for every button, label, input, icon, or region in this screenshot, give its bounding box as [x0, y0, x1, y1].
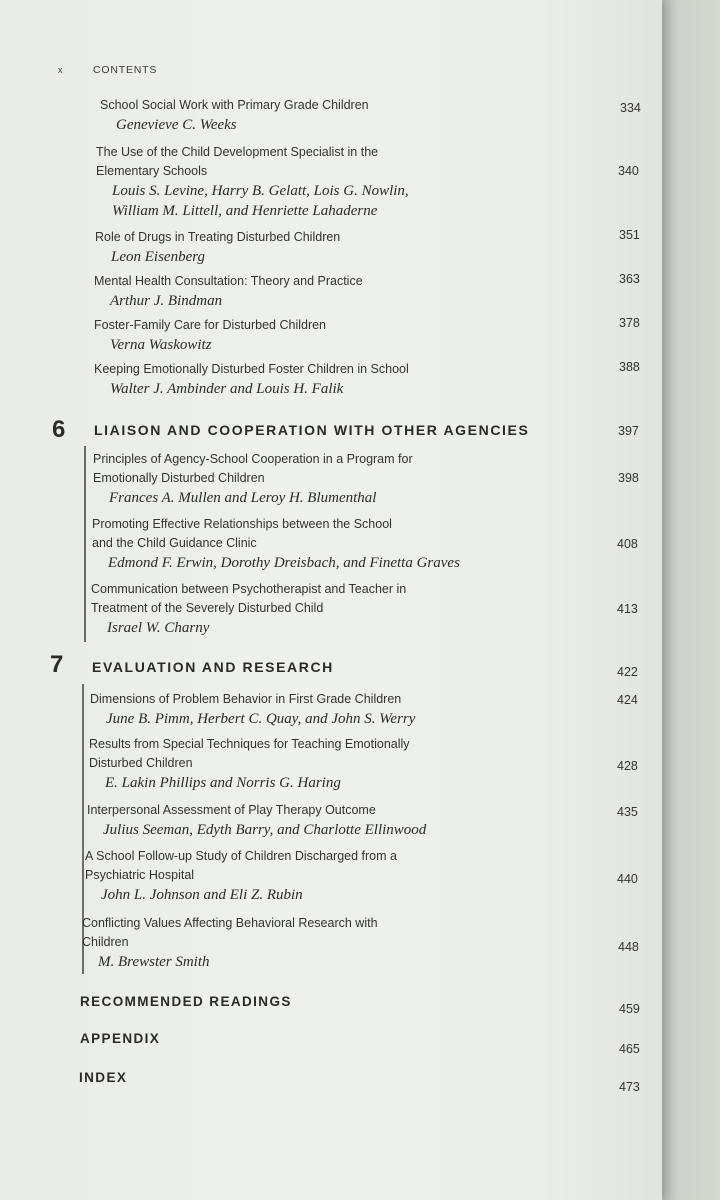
entry-author: June B. Pimm, Herbert C. Quay, and John S. Werry: [106, 711, 416, 727]
toc-entry: [91, 580, 406, 638]
back-matter-title: APPENDIX: [80, 1031, 161, 1046]
toc-entry: [90, 690, 415, 729]
toc-entry: [85, 847, 397, 905]
entry-page: 334: [620, 101, 641, 115]
chapter-title: LIAISON AND COOPERATION WITH OTHER AGENCIES: [94, 422, 530, 438]
header-page-numeral: x: [58, 65, 64, 75]
chapter-number: 6: [52, 416, 66, 443]
entry-title: Psychiatric Hospital: [85, 868, 195, 882]
toc-entry: [96, 143, 409, 221]
back-matter-page: 459: [619, 1002, 640, 1016]
book-page-edge: [662, 0, 720, 1200]
entry-title: Emotionally Disturbed Children: [93, 471, 265, 485]
entry-title: Principles of Agency-School Cooperation in a Program for: [93, 452, 413, 466]
entry-author: E. Lakin Phillips and Norris G. Haring: [105, 775, 341, 791]
toc-entry: [100, 96, 369, 135]
entry-author: William M. Littell, and Henriette Lahaderne: [112, 203, 378, 219]
entry-author: Genevieve C. Weeks: [116, 117, 237, 133]
entry-author: Israel W. Charny: [107, 620, 210, 636]
entry-title: Keeping Emotionally Disturbed Foster Children in School: [94, 362, 409, 376]
entry-page: 424: [617, 693, 638, 707]
entry-author: Leon Eisenberg: [111, 249, 206, 265]
entry-title: School Social Work with Primary Grade Children: [100, 98, 369, 112]
entry-title: Role of Drugs in Treating Disturbed Children: [95, 230, 341, 244]
toc-entry: [89, 735, 410, 793]
entry-author: John L. Johnson and Eli Z. Rubin: [101, 887, 303, 903]
entry-page: 448: [618, 940, 639, 954]
entry-title: Mental Health Consultation: Theory and Practice: [94, 274, 363, 288]
entry-title: Foster-Family Care for Disturbed Children: [94, 318, 327, 332]
entry-author: Frances A. Mullen and Leroy H. Blumenthal: [109, 490, 377, 506]
entry-page: 388: [619, 360, 640, 374]
entry-title: Promoting Effective Relationships between the School: [92, 517, 392, 531]
back-matter-title: INDEX: [79, 1070, 128, 1085]
chapter-rule: [84, 446, 86, 642]
entry-page: 413: [617, 602, 638, 616]
entry-author: Julius Seeman, Edyth Barry, and Charlotte Ellinwood: [103, 822, 427, 838]
toc-entry: [93, 450, 413, 508]
entry-title: and the Child Guidance Clinic: [92, 536, 257, 550]
entry-title: The Use of the Child Development Specialist in the: [96, 145, 379, 159]
entry-page: 398: [618, 471, 639, 485]
entry-page: 363: [619, 272, 640, 286]
entry-page: 340: [618, 164, 639, 178]
entry-page: 378: [619, 316, 640, 330]
chapter-page: 422: [617, 665, 638, 679]
chapter-number: 7: [50, 651, 64, 678]
entry-author: Walter J. Ambinder and Louis H. Falik: [110, 381, 344, 397]
entry-title: Elementary Schools: [96, 164, 208, 178]
entry-author: Arthur J. Bindman: [110, 293, 223, 309]
toc-entry: [92, 515, 460, 573]
entry-title: Conflicting Values Affecting Behavioral Research with: [82, 916, 378, 930]
entry-title: Children: [82, 935, 129, 949]
entry-author: Louis S. Levine, Harry B. Gelatt, Lois G. Nowlin,: [112, 183, 409, 199]
entry-title: Communication between Psychotherapist and Teacher in: [91, 582, 407, 596]
entry-page: 351: [619, 228, 640, 242]
toc-entry: [94, 316, 326, 355]
header-title: CONTENTS: [93, 64, 158, 76]
entry-page: 435: [617, 805, 638, 819]
entry-author: Verna Waskowitz: [110, 337, 212, 353]
toc-entry: [94, 272, 363, 311]
entry-page: 428: [617, 759, 638, 773]
back-matter-title: RECOMMENDED READINGS: [80, 994, 292, 1009]
entry-title: A School Follow-up Study of Children Discharged from a: [85, 849, 397, 863]
entry-author: Edmond F. Erwin, Dorothy Dreisbach, and Finetta Graves: [108, 555, 460, 571]
entry-page: 408: [617, 537, 638, 551]
entry-author: M. Brewster Smith: [98, 954, 210, 970]
back-matter-page: 473: [619, 1080, 640, 1094]
entry-title: Dimensions of Problem Behavior in First Grade Children: [90, 692, 402, 706]
toc-entry: [87, 801, 426, 840]
running-header: [58, 64, 157, 76]
back-matter-page: 465: [619, 1042, 640, 1056]
entry-title: Treatment of the Severely Disturbed Child: [91, 601, 324, 615]
entry-title: Interpersonal Assessment of Play Therapy Outcome: [87, 803, 376, 817]
entry-page: 440: [617, 872, 638, 886]
chapter-title: EVALUATION AND RESEARCH: [92, 659, 334, 675]
entry-title: Results from Special Techniques for Teaching Emotionally: [89, 737, 410, 751]
toc-entry: [82, 914, 378, 972]
entry-title: Disturbed Children: [89, 756, 193, 770]
toc-entry: [94, 360, 409, 399]
chapter-page: 397: [618, 424, 639, 438]
toc-entry: [95, 228, 340, 267]
